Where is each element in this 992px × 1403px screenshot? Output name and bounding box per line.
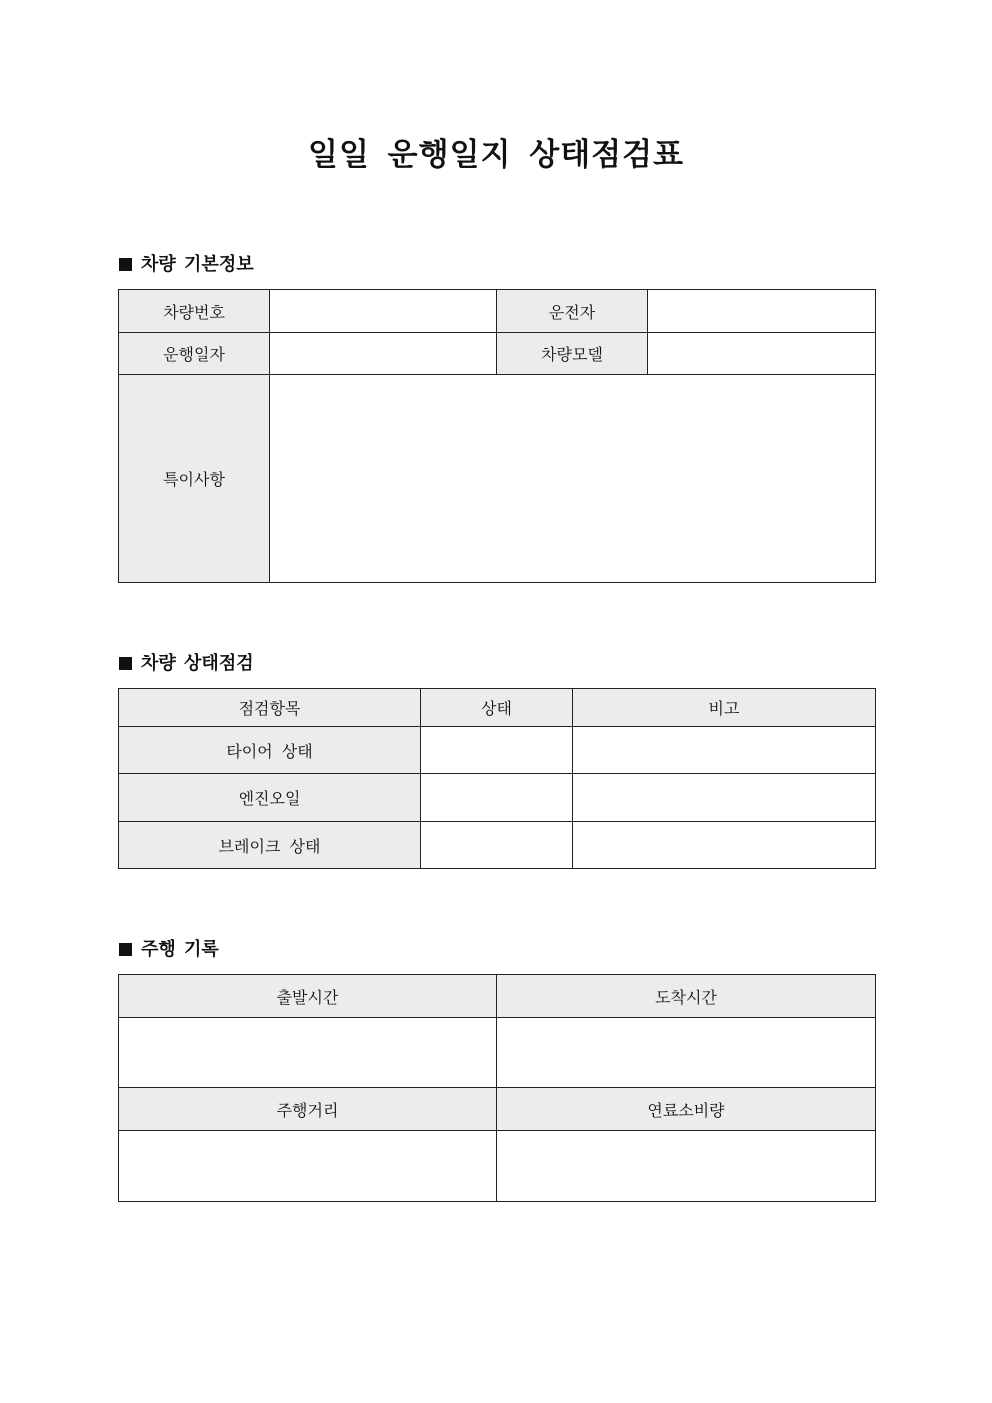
check-item-engine-oil: 엔진오일 xyxy=(119,774,421,822)
remarks-label: 특이사항 xyxy=(119,375,270,583)
table-row xyxy=(119,290,876,333)
tire-status-field[interactable] xyxy=(421,727,573,774)
arrival-time-label: 도착시간 xyxy=(497,975,876,1018)
table-row xyxy=(119,774,876,822)
brake-status-field[interactable] xyxy=(421,822,573,869)
remarks-field[interactable] xyxy=(270,375,876,583)
driver-field[interactable] xyxy=(648,290,876,333)
operation-date-field[interactable] xyxy=(270,333,497,375)
table-header-row xyxy=(119,975,876,1018)
fuel-consumption-field[interactable] xyxy=(497,1131,876,1202)
check-item-tire: 타이어 상태 xyxy=(119,727,421,774)
section-heading-driving-record xyxy=(119,938,219,962)
fuel-consumption-label: 연료소비량 xyxy=(497,1088,876,1131)
column-header-notes: 비고 xyxy=(573,689,876,727)
check-item-brake: 브레이크 상태 xyxy=(119,822,421,869)
departure-time-field[interactable] xyxy=(119,1018,497,1088)
driver-label: 운전자 xyxy=(497,290,648,333)
driving-record-table xyxy=(118,974,876,1202)
vehicle-number-field[interactable] xyxy=(270,290,497,333)
distance-field[interactable] xyxy=(119,1131,497,1202)
engine-oil-status-field[interactable] xyxy=(421,774,573,822)
table-header-row xyxy=(119,689,876,727)
basic-info-table xyxy=(118,289,876,583)
brake-notes-field[interactable] xyxy=(573,822,876,869)
table-row xyxy=(119,333,876,375)
condition-check-table xyxy=(118,688,876,869)
section-heading-label: 차량 기본정보 xyxy=(141,254,254,275)
section-heading-label: 주행 기록 xyxy=(141,939,219,960)
section-heading-basic-info xyxy=(119,253,254,277)
table-row xyxy=(119,822,876,869)
vehicle-model-field[interactable] xyxy=(648,333,876,375)
table-row xyxy=(119,375,876,583)
table-row xyxy=(119,1131,876,1202)
distance-label: 주행거리 xyxy=(119,1088,497,1131)
tire-notes-field[interactable] xyxy=(573,727,876,774)
column-header-check-item: 점검항목 xyxy=(119,689,421,727)
section-heading-label: 차량 상태점검 xyxy=(141,653,254,674)
engine-oil-notes-field[interactable] xyxy=(573,774,876,822)
operation-date-label: 운행일자 xyxy=(119,333,270,375)
page-title: 일일 운행일지 상태점검표 xyxy=(308,137,684,173)
departure-time-label: 출발시간 xyxy=(119,975,497,1018)
vehicle-number-label: 차량번호 xyxy=(119,290,270,333)
column-header-status: 상태 xyxy=(421,689,573,727)
table-header-row xyxy=(119,1088,876,1131)
vehicle-model-label: 차량모델 xyxy=(497,333,648,375)
arrival-time-field[interactable] xyxy=(497,1018,876,1088)
black-square-bullet-icon xyxy=(119,943,132,956)
black-square-bullet-icon xyxy=(119,657,132,670)
table-row xyxy=(119,727,876,774)
section-heading-condition-check xyxy=(119,652,254,676)
table-row xyxy=(119,1018,876,1088)
black-square-bullet-icon xyxy=(119,258,132,271)
